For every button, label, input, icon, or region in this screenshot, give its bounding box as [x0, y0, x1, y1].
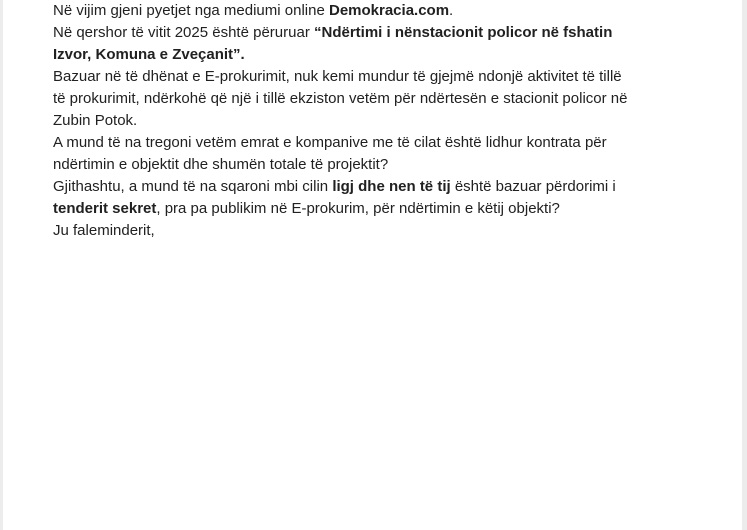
paragraph [53, 0, 713, 22]
paragraph [53, 66, 713, 132]
text-run: . [449, 2, 454, 19]
text-run: Në qershor të vitit 2025 është përuruar [53, 24, 314, 41]
paragraph [53, 176, 713, 220]
text-line [53, 68, 622, 85]
text-line [53, 222, 155, 239]
bold-text-run: ligj dhe nen të tij [332, 178, 451, 195]
text-line [53, 46, 245, 63]
text-line [53, 156, 388, 173]
paragraph [53, 132, 713, 176]
text-run: A mund të na tregoni vetëm emrat e kompanive me të cilat është lidhur kontrata për [53, 134, 607, 151]
text-line [53, 200, 560, 217]
text-run: është bazuar përdorimi i [450, 178, 616, 195]
text-run: ndërtimin e objektit dhe shumën totale të projektit? [53, 156, 389, 173]
text-run: Ju faleminderit, [53, 222, 155, 239]
bold-text-run: Izvor, Komuna e Zveçanit”. [53, 46, 245, 63]
bold-text-run: Demokracia.com [328, 2, 450, 19]
bold-text-run: “Ndërtimi i nënstacionit policor në fshatin [313, 24, 613, 41]
email-body [53, 0, 713, 242]
text-line [53, 112, 137, 129]
text-run: Zubin Potok. [53, 112, 138, 129]
left-edge-gutter [0, 0, 3, 530]
paragraph [53, 220, 713, 242]
text-run: të prokurimit, ndërkohë që një i tillë ekziston vetëm për ndërtesën e stacionit policor në [53, 90, 628, 107]
text-line [53, 134, 607, 151]
text-run: Bazuar në të dhënat e E-prokurimit, nuk kemi mundur të gjejmë ndonjë aktivitet të tillë [53, 68, 622, 85]
text-run: , pra pa publikim në E-prokurim, për ndërtimin e këtij objekti? [156, 200, 560, 217]
paragraph [53, 22, 713, 66]
text-run: Në vijim gjeni pyetjet nga mediumi online [53, 2, 329, 19]
text-run: Gjithashtu, a mund të na sqaroni mbi cilin [53, 178, 333, 195]
text-line [53, 178, 616, 195]
bold-text-run: tenderit sekret [53, 200, 157, 217]
text-line [53, 90, 627, 107]
text-line [53, 2, 453, 19]
right-edge-gutter [742, 0, 747, 530]
text-line [53, 24, 612, 41]
